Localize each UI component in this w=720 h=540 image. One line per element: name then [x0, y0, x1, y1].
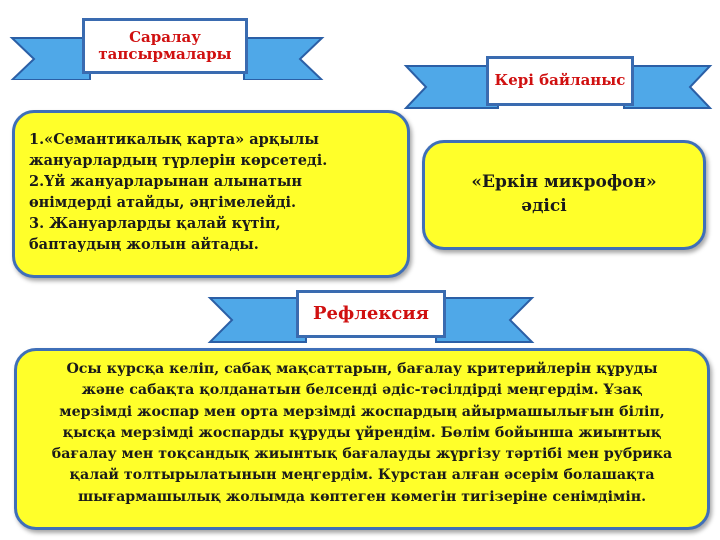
tasks-line-4: өнімдерді атайды, әңгімелейді. [29, 194, 297, 212]
tasks-line-1: 1.«Семантикалық карта» арқылы [29, 131, 319, 148]
ribbon-reflection-label [296, 290, 446, 338]
ribbon-tasks-label-line2: тапсырмалары [98, 45, 232, 63]
ribbon-feedback [402, 52, 714, 114]
ribbon-reflection [206, 290, 536, 350]
reflection-line-3: мерзімді жоспар мен орта мерзімді жоспардың айырмашылығын біліп, [59, 403, 665, 420]
tasks-line-6: баптаудың жолын айтады. [29, 236, 259, 254]
ribbon-tasks [8, 14, 326, 80]
reflection-line-1: Осы курсқа келіп, сабақ мақсаттарын, бағалау критерийлерін құруды [66, 361, 658, 377]
feedback-card [422, 140, 706, 250]
ribbon-reflection-text: Рефлексия [313, 302, 429, 324]
reflection-line-5: бағалау мен тоқсандық жиынтық бағалауды жүргізу тәртібі мен рубрика [51, 446, 673, 463]
tasks-line-5: 3. Жануарларды қалай күтіп, [29, 215, 281, 233]
reflection-card [14, 348, 710, 530]
feedback-line-2: әдісі [521, 196, 567, 216]
ribbon-feedback-label [486, 56, 634, 106]
ribbon-tasks-label-line1: Саралау [129, 27, 201, 46]
reflection-line-7: шығармашылық жолымда көптеген көмегін тигізеріне сенімдімін. [77, 488, 647, 505]
ribbon-tasks-label [82, 18, 248, 74]
tasks-line-3: 2.Үй жануарларынан алынатын [29, 173, 303, 191]
reflection-line-4: қысқа мерзімді жоспарды құруды үйрендім. Бөлім бойынша жиынтық [62, 424, 662, 441]
reflection-line-2: және сабақта қолданатын белсенді әдіс-тәсілдірді меңгердім. Ұзақ [81, 382, 643, 399]
ribbon-feedback-text: Кері байланыс [494, 71, 626, 90]
feedback-line-1: «Еркін микрофон» [471, 172, 657, 193]
tasks-line-2: жануарлардың түрлерін көрсетеді. [29, 152, 328, 170]
tasks-card [12, 110, 410, 278]
reflection-line-6: қалай толтырылатынын меңгердім. Курстан алған әсерім болашақта [69, 467, 655, 484]
